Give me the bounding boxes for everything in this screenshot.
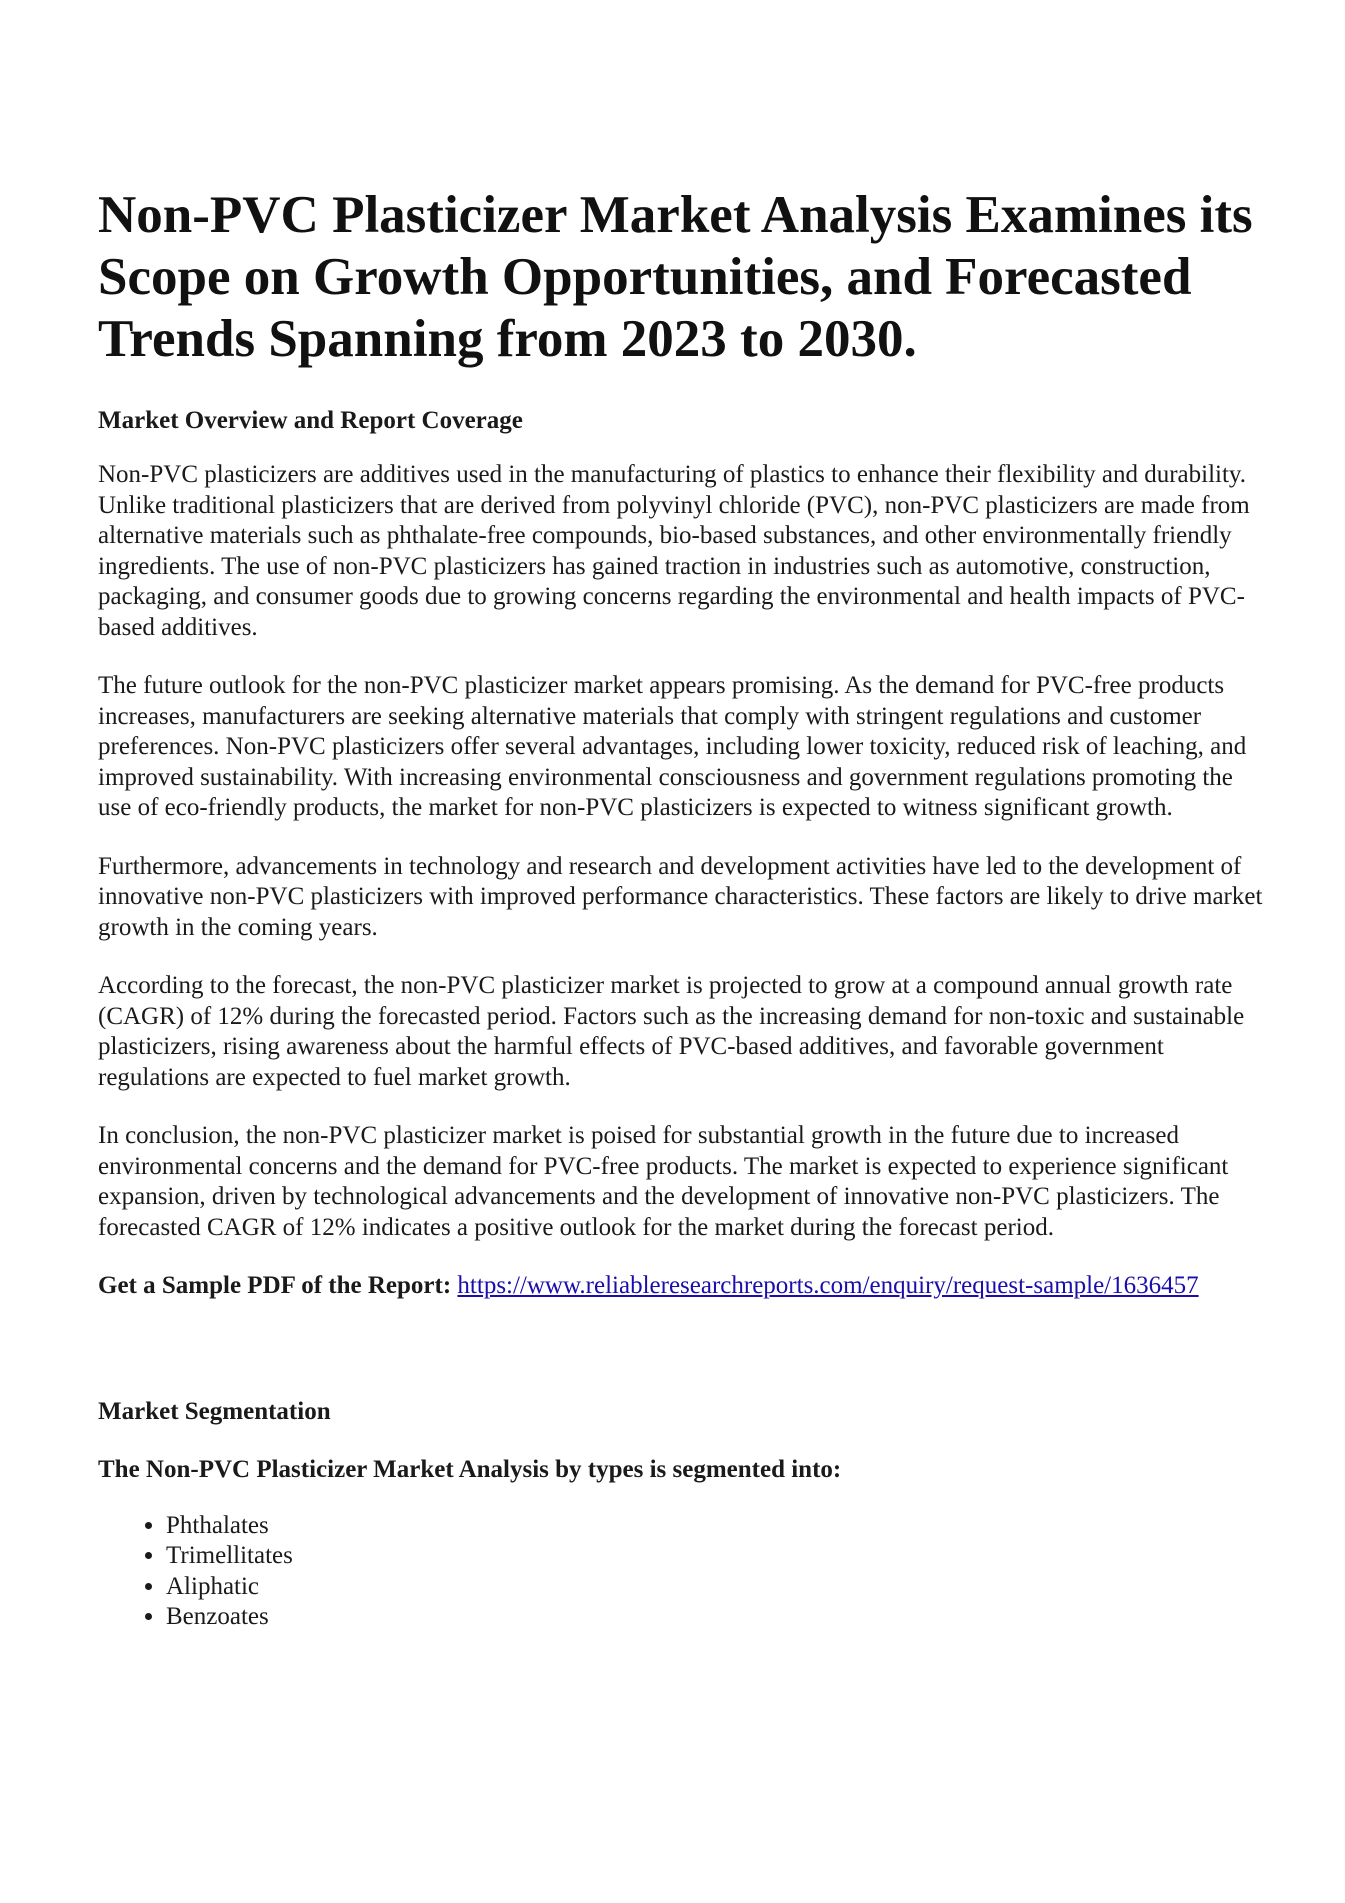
overview-paragraph-4: According to the forecast, the non-PVC plasticizer market is projected to grow at a compound annual growth rate (CAGR) of 12% during the forecasted period. Factors such as the increasing demand for non-toxic and sustainable plasticizers, rising awareness about the harmful effects of PVC-based additives, and favorable government regulations are expected to fuel market growth.	[98, 972, 1245, 1091]
sample-pdf-label: Get a Sample PDF of the Report:	[98, 1272, 452, 1299]
list-item: • Phthalates	[166, 1511, 1263, 1542]
list-item: • Trimellitates	[166, 1541, 1263, 1572]
page-title: Non-PVC Plasticizer Market Analysis Examines its Scope on Growth Opportunities, and Forecasted Trends Spanning from 2023 to 2030.	[98, 186, 1253, 368]
segmentation-heading: Market Segmentation	[98, 1397, 331, 1425]
list-item: • Benzoates	[166, 1602, 1263, 1633]
sample-pdf-line	[98, 1271, 1263, 1302]
overview-paragraph-1: Non-PVC plasticizers are additives used in the manufacturing of plastics to enhance their flexibility and durability. Unlike traditional plasticizers that are derived from polyvinyl chloride (PVC), non-PVC plasticizers are made from alternative materials such as phthalate-free compounds, bio-based substances, and other environmentally friendly ingredients. The use of non-PVC plasticizers has gained traction in industries such as automotive, construction, packaging, and consumer goods due to growing concerns regarding the environmental and health impacts of PVC-based additives.	[98, 461, 1250, 641]
sample-pdf-link[interactable]: https://www.reliableresearchreports.com/enquiry/request-sample/1636457	[457, 1272, 1199, 1299]
overview-paragraph-2: The future outlook for the non-PVC plasticizer market appears promising. As the demand for PVC-free products increases, manufacturers are seeking alternative materials that comply with stringent regulations and customer preferences. Non-PVC plasticizers offer several advantages, including lower toxicity, reduced risk of leaching, and improved sustainability. With increasing environmental consciousness and government regulations promoting the use of eco-friendly products, the market for non-PVC plasticizers is expected to witness significant growth.	[98, 672, 1247, 821]
overview-paragraph-5: In conclusion, the non-PVC plasticizer market is poised for substantial growth in the future due to increased environmental concerns and the demand for PVC-free products. The market is expected to experience significant expansion, driven by technological advancements and the development of innovative non-PVC plasticizers. The forecasted CAGR of 12% indicates a positive outlook for the market during the forecast period.	[98, 1122, 1229, 1241]
overview-heading: Market Overview and Report Coverage	[98, 407, 523, 434]
segmentation-subheading: The Non-PVC Plasticizer Market Analysis by types is segmented into:	[98, 1455, 842, 1483]
document-page	[98, 184, 1263, 1633]
overview-paragraph-3: Furthermore, advancements in technology and research and development activities have led to the development of innovative non-PVC plasticizers with improved performance characteristics. These factors are likely to drive market growth in the coming years.	[98, 852, 1263, 941]
list-item: • Aliphatic	[166, 1572, 1263, 1603]
type-list	[98, 1511, 1263, 1633]
